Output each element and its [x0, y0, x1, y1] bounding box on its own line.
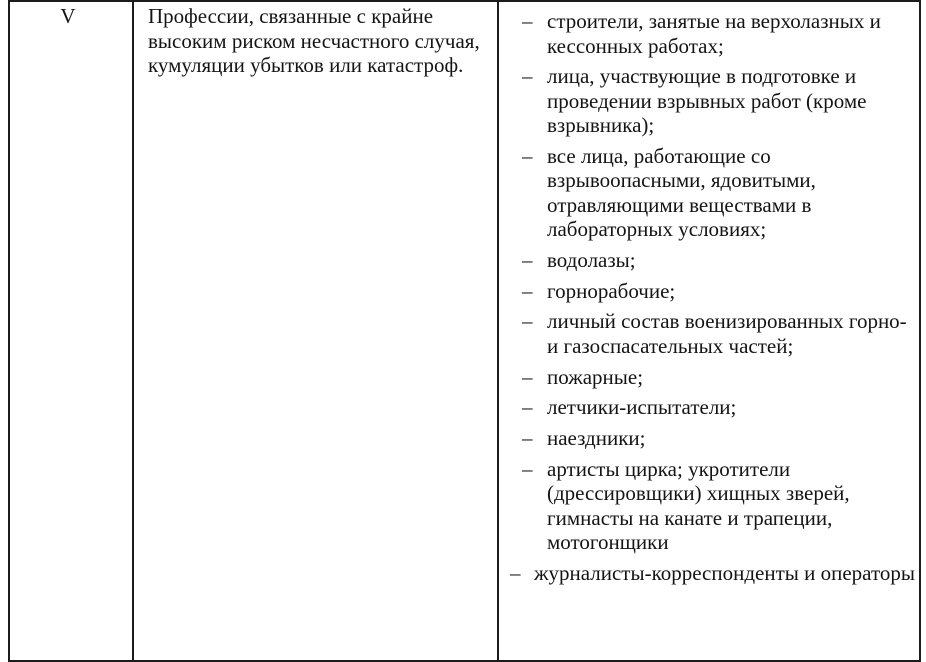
risk-class-number: V [60, 4, 76, 28]
list-item [510, 309, 915, 358]
list-item-text: все лица, работающие со взрывоопасными, ядовитыми, отравляющими веществами в лабораторных условиях; [547, 143, 816, 242]
dash-bullet: – [522, 364, 533, 389]
dash-bullet: – [522, 64, 533, 89]
professions-list [510, 9, 915, 592]
list-item [510, 395, 915, 420]
list-item [510, 9, 915, 58]
dash-bullet: – [522, 143, 533, 168]
column-divider-1 [132, 0, 134, 662]
risk-class-description: Профессии, связанные с крайне высоким риском несчастного случая, кумуляции убытков или катастроф. [148, 4, 480, 77]
list-item-text: лица, участвующие в подготовке и проведении взрывных работ (кроме взрывника); [547, 64, 867, 138]
list-item-text: наездники; [547, 426, 646, 450]
column-divider-2 [497, 0, 499, 662]
list-item [510, 457, 915, 555]
list-item-text: артисты цирка; укротители (дрессировщики) хищных зверей, гимнасты на канате и трапеции, мотогонщики [547, 456, 850, 555]
dash-bullet: – [510, 560, 521, 585]
list-item [510, 426, 915, 451]
dash-bullet: – [522, 248, 533, 273]
list-item [510, 144, 915, 242]
list-item [510, 64, 915, 138]
dash-bullet: – [522, 426, 533, 450]
dash-bullet: – [522, 278, 533, 303]
list-item [510, 561, 915, 586]
dash-bullet: – [522, 395, 533, 420]
list-item-text: строители, занятые на верхолазных и кессонных работах; [547, 9, 881, 58]
list-item [510, 365, 915, 390]
list-item-text: пожарные; [547, 364, 644, 389]
list-item-text: личный состав военизированных горно- и газоспасательных частей; [547, 309, 907, 358]
dash-bullet: – [522, 309, 533, 334]
list-item [510, 279, 915, 304]
dash-bullet: – [522, 456, 533, 481]
table-top-border [10, 0, 919, 2]
dash-bullet: – [522, 9, 533, 33]
list-item-text: водолазы; [547, 248, 636, 273]
list-item [510, 248, 915, 273]
list-item-text: летчики-испытатели; [547, 395, 737, 420]
list-item-text: журналисты-корреспонденты и операторы [534, 560, 915, 585]
insurance-risk-table [8, 0, 921, 662]
list-item-text: горнорабочие; [547, 278, 676, 303]
